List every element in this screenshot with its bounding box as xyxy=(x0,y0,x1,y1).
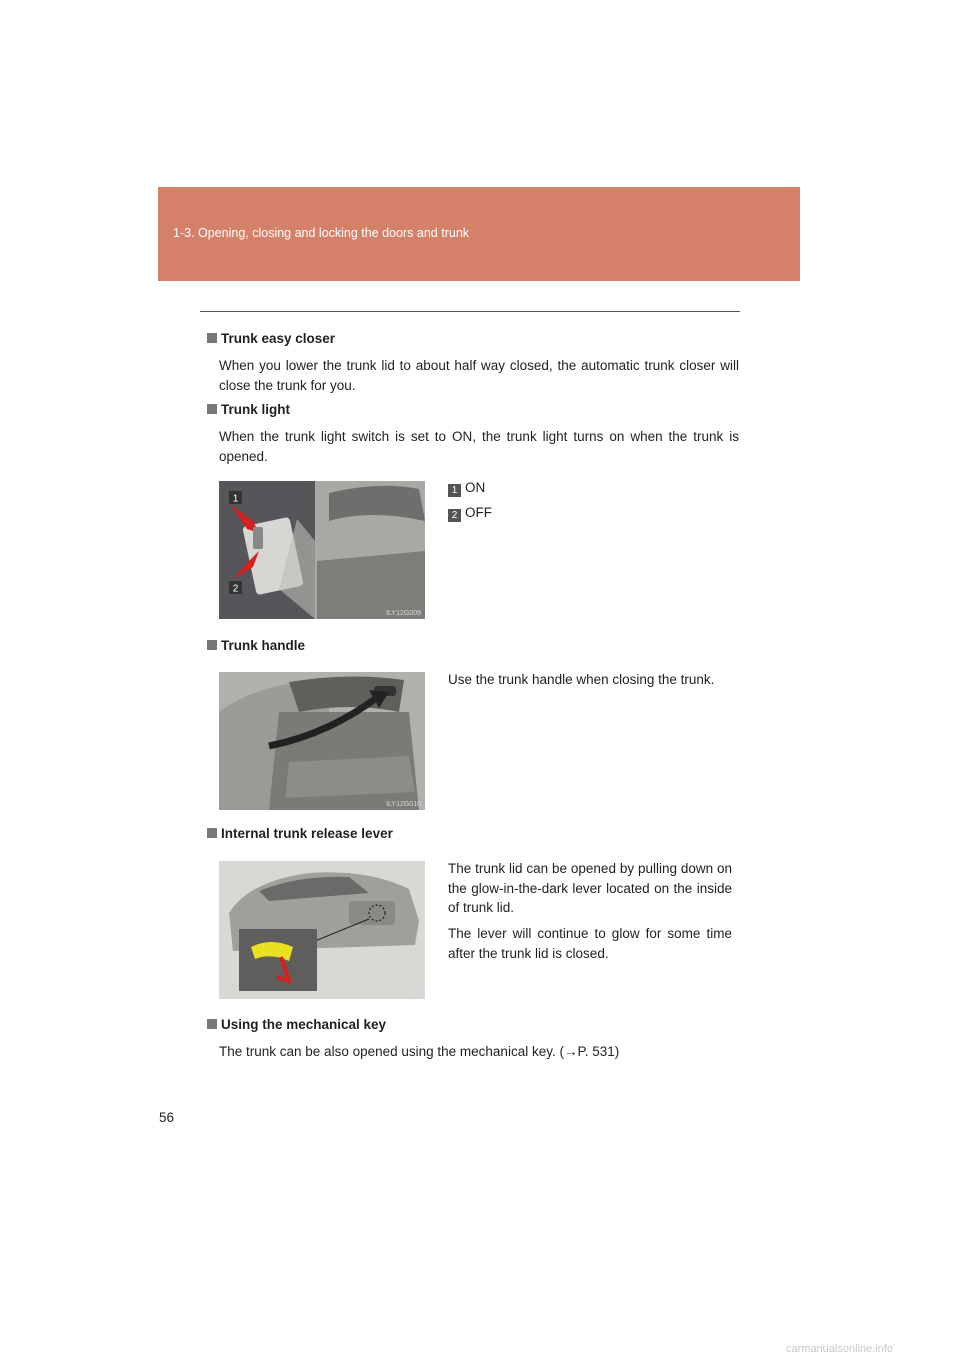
release-lever-illustration xyxy=(219,861,425,999)
text-release-lever-1: The trunk lid can be opened by pulling down on the glow-in-the-dark lever located on the inside of trunk lid. xyxy=(448,861,732,915)
watermark: carmanualsonline.info xyxy=(786,1343,894,1355)
text-trunk-light: When the trunk light switch is set to ON, the trunk light turns on when the trunk is opened. xyxy=(219,429,739,464)
figure-code: ILY12S040 xyxy=(386,990,421,997)
trunk-handle-illustration xyxy=(219,672,425,810)
figure-code: ILY12G009 xyxy=(386,610,421,617)
heading-trunk-easy-closer: Trunk easy closer xyxy=(207,331,335,346)
figure-release-lever xyxy=(219,861,425,999)
bullet-square-icon xyxy=(207,640,217,650)
svg-text:1: 1 xyxy=(232,493,239,505)
text-release-lever-2: The lever will continue to glow for some time after the trunk lid is closed. xyxy=(448,926,732,961)
legend-item-off: 2 OFF xyxy=(448,505,492,522)
heading-trunk-light: Trunk light xyxy=(207,402,290,417)
heading-internal-release-lever: Internal trunk release lever xyxy=(207,826,393,841)
bullet-square-icon xyxy=(207,1019,217,1029)
bullet-square-icon xyxy=(207,333,217,343)
figure-trunk-light-switch xyxy=(219,481,425,619)
legend-item-on: 1 ON xyxy=(448,480,485,497)
svg-text:2: 2 xyxy=(232,583,239,595)
heading-trunk-handle: Trunk handle xyxy=(207,638,305,653)
text-trunk-easy-closer: When you lower the trunk lid to about half way closed, the automatic trunk closer will close the trunk for you. xyxy=(219,358,739,393)
figure-trunk-handle xyxy=(219,672,425,810)
page-number: 56 xyxy=(159,1110,175,1125)
text-trunk-handle: Use the trunk handle when closing the trunk. xyxy=(448,672,715,687)
bullet-square-icon xyxy=(207,404,217,414)
bullet-square-icon xyxy=(207,828,217,838)
divider xyxy=(200,311,740,312)
text-mechanical-key: The trunk can be also opened using the mechanical key. (→P. 531) xyxy=(219,1044,620,1059)
heading-mechanical-key: Using the mechanical key xyxy=(207,1017,386,1032)
section-title: 1-3. Opening, closing and locking the doors and trunk xyxy=(173,226,470,240)
figure-code: ILY12G010 xyxy=(386,801,421,808)
section-header-band xyxy=(158,187,800,281)
trunk-light-illustration xyxy=(219,481,425,619)
